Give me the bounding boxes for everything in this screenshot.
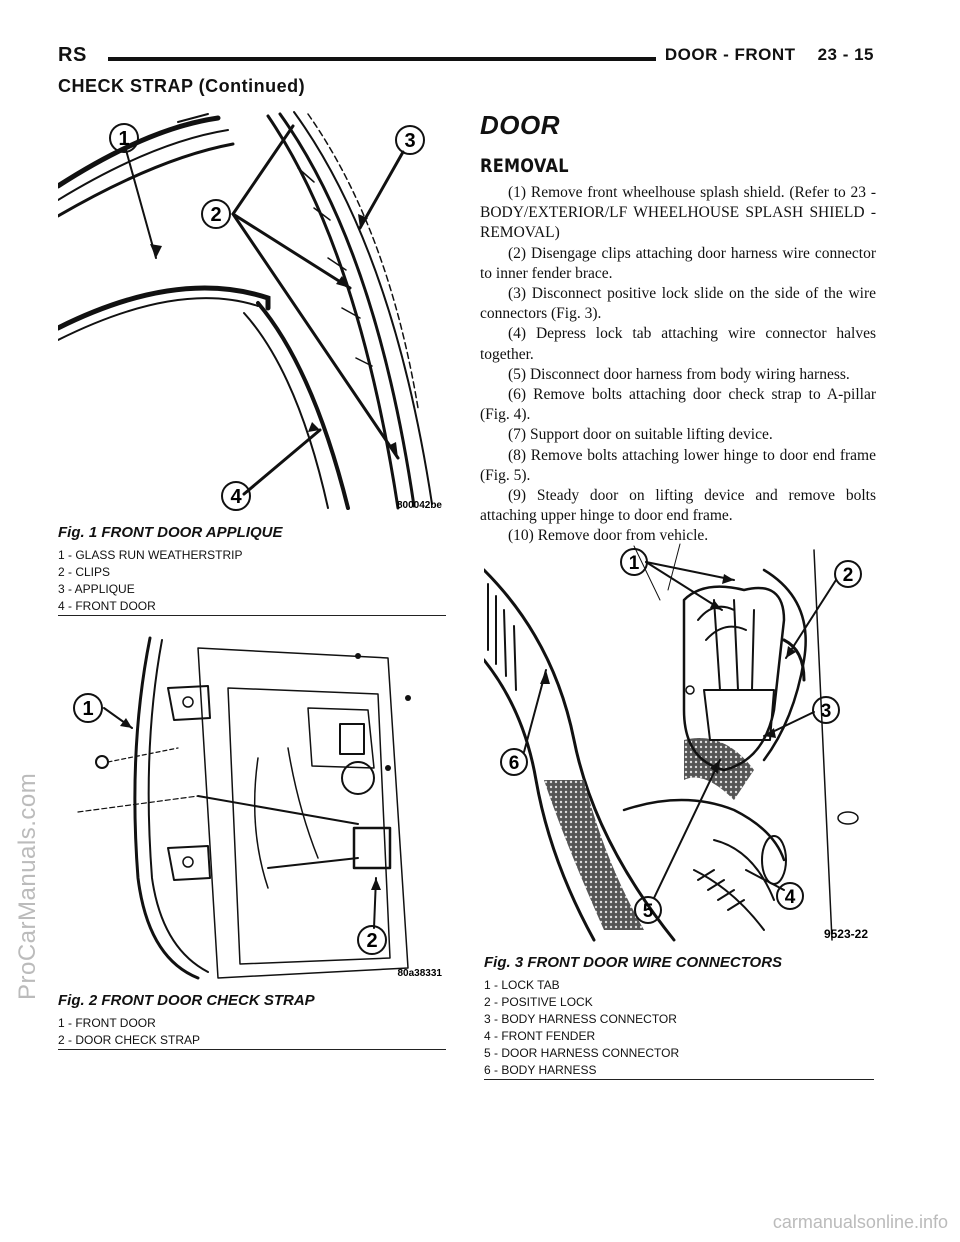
step: (7) Support door on suitable lifting device. bbox=[508, 426, 773, 444]
fig2-legend bbox=[58, 1015, 446, 1050]
fig3-code: 9523-22 bbox=[823, 927, 868, 941]
continued-heading: CHECK STRAP (Continued) bbox=[58, 76, 306, 96]
fig3-callout-5: 5 bbox=[642, 901, 654, 922]
step: (1) Remove front wheelhouse splash shield. (Refer to 23 - BODY/EXTERIOR/LF WHEELHOUSE SPLASH SHIELD - REMOVAL) bbox=[480, 184, 876, 242]
page-header bbox=[58, 44, 874, 70]
legend-item: 1 - GLASS RUN WEATHERSTRIP bbox=[58, 548, 243, 562]
step: (3) Disconnect positive lock slide on the side of the wire connectors (Fig. 3). bbox=[480, 285, 876, 323]
section-heading: DOOR bbox=[480, 110, 560, 140]
header-page-number: 23 - 15 bbox=[817, 45, 874, 64]
legend-item: 1 - FRONT DOOR bbox=[58, 1016, 156, 1030]
footer-watermark: carmanualsonline.info bbox=[772, 1212, 948, 1232]
header-rule bbox=[108, 57, 656, 61]
fig3-callout-3: 3 bbox=[820, 701, 832, 722]
removal-steps bbox=[468, 183, 876, 547]
step: (9) Steady door on lifting device and remove bolts attaching upper hinge to door end frame. bbox=[480, 487, 876, 525]
step: (4) Depress lock tab attaching wire connector halves together. bbox=[480, 325, 876, 363]
step: (5) Disconnect door harness from body wiring harness. bbox=[508, 365, 850, 383]
fig1-callout-1: 1 bbox=[118, 128, 130, 150]
fig3-callout-6: 6 bbox=[508, 753, 520, 774]
fig3-title: Fig. 3 FRONT DOOR WIRE CONNECTORS bbox=[484, 954, 783, 971]
header-left: RS bbox=[58, 44, 87, 66]
fig1-callout-4: 4 bbox=[230, 486, 242, 508]
header-section: DOOR - FRONT bbox=[664, 45, 796, 64]
fig1-legend bbox=[58, 547, 446, 616]
watermark: ProCarManuals.com bbox=[14, 772, 41, 1000]
figure-3 bbox=[484, 540, 874, 1080]
fig3-callout-1: 1 bbox=[628, 553, 640, 574]
legend-item: 1 - LOCK TAB bbox=[484, 978, 560, 992]
figure-1 bbox=[58, 108, 446, 616]
fig1-title: Fig. 1 FRONT DOOR APPLIQUE bbox=[58, 524, 283, 541]
fig2-callout-2: 2 bbox=[366, 930, 378, 952]
legend-item: 3 - APPLIQUE bbox=[58, 582, 135, 596]
fig2-code: 80a38331 bbox=[397, 968, 442, 979]
fig2-callout-1: 1 bbox=[82, 698, 94, 720]
step: (10) Remove door from vehicle. bbox=[508, 527, 709, 545]
legend-item: 5 - DOOR HARNESS CONNECTOR bbox=[484, 1046, 680, 1060]
fig2-illustration bbox=[58, 628, 446, 988]
legend-item: 2 - DOOR CHECK STRAP bbox=[58, 1033, 201, 1047]
legend-item: 3 - BODY HARNESS CONNECTOR bbox=[484, 1012, 677, 1026]
fig3-legend bbox=[484, 977, 874, 1080]
step: (8) Remove bolts attaching lower hinge to door end frame (Fig. 5). bbox=[480, 446, 876, 484]
legend-item: 6 - BODY HARNESS bbox=[484, 1063, 597, 1077]
legend-item: 4 - FRONT DOOR bbox=[58, 599, 156, 613]
legend-item: 2 - CLIPS bbox=[58, 565, 111, 579]
figure-2 bbox=[58, 628, 446, 1050]
header-right bbox=[665, 45, 874, 65]
fig1-code: 800042be bbox=[396, 500, 442, 511]
legend-item: 4 - FRONT FENDER bbox=[484, 1029, 596, 1043]
legend-item: 2 - POSITIVE LOCK bbox=[484, 995, 593, 1009]
subsection-heading: REMOVAL bbox=[480, 155, 569, 177]
step: (6) Remove bolts attaching door check strap to A-pillar (Fig. 4). bbox=[480, 386, 876, 424]
door-section bbox=[468, 110, 876, 547]
fig1-illustration bbox=[58, 108, 446, 520]
fig3-illustration bbox=[484, 540, 874, 950]
fig3-callout-4: 4 bbox=[784, 887, 796, 908]
fig3-callout-2: 2 bbox=[842, 565, 854, 586]
step: (2) Disengage clips attaching door harness wire connector to inner fender brace. bbox=[480, 244, 876, 282]
fig2-title: Fig. 2 FRONT DOOR CHECK STRAP bbox=[58, 992, 315, 1009]
fig1-callout-2: 2 bbox=[210, 204, 222, 226]
fig1-callout-3: 3 bbox=[404, 130, 416, 152]
